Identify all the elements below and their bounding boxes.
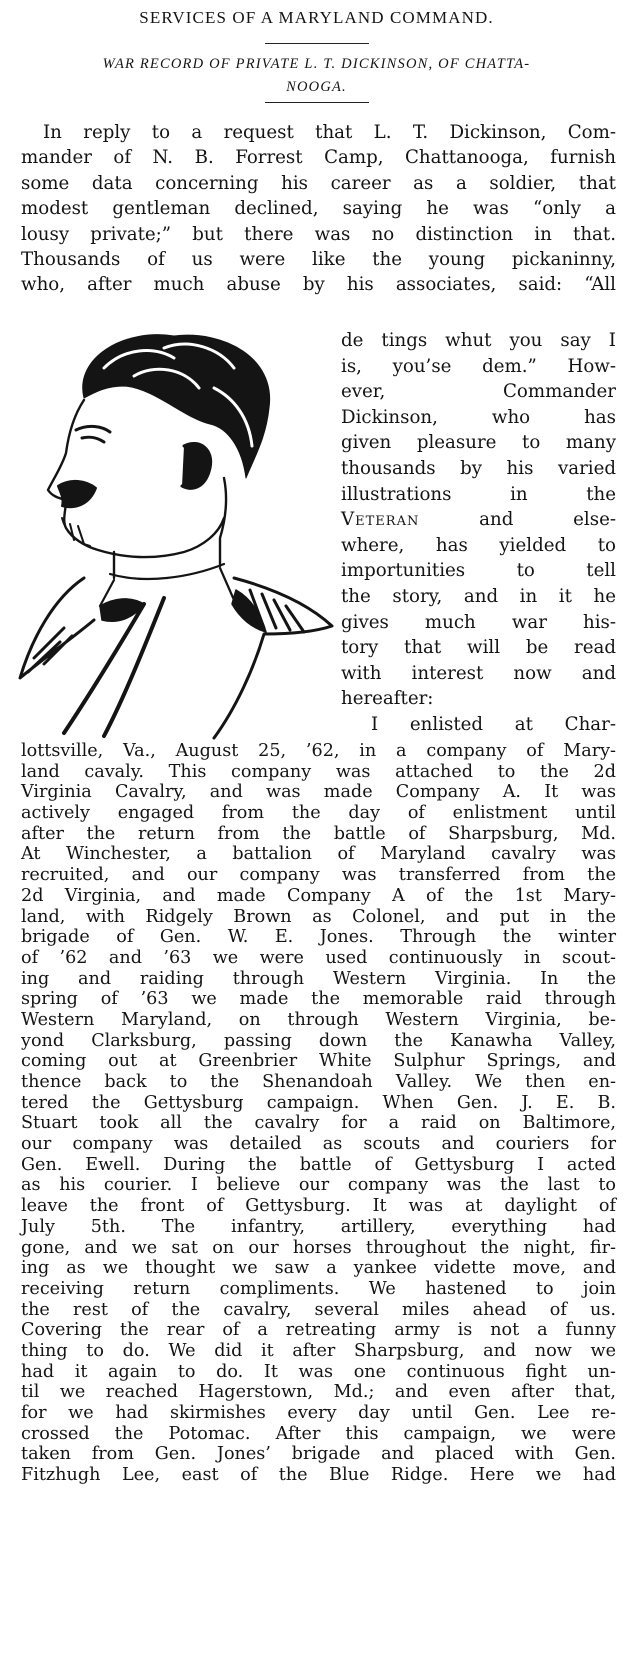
article-headline: SERVICES OF A MARYLAND COMMAND. bbox=[139, 8, 494, 27]
narrative-line: taken from Gen. Jones’ brigade and placed with Gen. bbox=[21, 1444, 616, 1465]
narrative-line: yond Clarksburg, passing down the Kanawha Valley, bbox=[21, 1030, 616, 1051]
narrative-line: actively engaged from the day of enlistment until bbox=[21, 803, 616, 824]
side-line: tory that will be read bbox=[341, 637, 616, 659]
subhead-line: NOOGA. bbox=[286, 79, 347, 95]
narrative-line: land cavaly. This company was attached to the 2d bbox=[21, 761, 616, 782]
narrative-line: lottsville, Va., August 25, ’62, in a company of Mary- bbox=[21, 741, 616, 761]
narrative-paragraph bbox=[21, 741, 616, 1486]
portrait-engraving-icon bbox=[14, 328, 336, 740]
narrative-line: tered the Gettysburg campaign. When Gen. J. E. B. bbox=[21, 1092, 616, 1113]
intro-line: some data concerning his career as a soldier, that bbox=[21, 172, 616, 194]
side-line: where, has yielded to bbox=[341, 534, 616, 556]
side-line: Veteran and else- bbox=[341, 509, 616, 531]
narrative-line: Virginia Cavalry, and was made Company A. It was bbox=[21, 782, 616, 803]
subhead-line: WAR RECORD OF PRIVATE L. T. DICKINSON, OF CHATTA- bbox=[102, 56, 531, 72]
intro-line: modest gentleman declined, saying he was “only a bbox=[21, 198, 616, 220]
side-line: given pleasure to many bbox=[341, 432, 616, 454]
intro-line: who, after much abuse by his associates, said: “All bbox=[21, 274, 616, 296]
intro-line: Thousands of us were like the young pickaninny, bbox=[21, 248, 616, 270]
narrative-line: Covering the rear of a retreating army is not a funny bbox=[21, 1320, 616, 1341]
narrative-line: our company was detailed as scouts and couriers for bbox=[21, 1134, 616, 1155]
narrative-line: ing as we thought we saw a yankee vidette move, and bbox=[21, 1258, 616, 1279]
narrative-line: receiving return compliments. We hastened to join bbox=[21, 1278, 616, 1299]
portrait-ear bbox=[182, 443, 211, 488]
side-line: gives much war his- bbox=[341, 611, 616, 633]
portrait-hair bbox=[83, 335, 270, 478]
side-line: de tings whut you say I bbox=[341, 330, 616, 351]
narrative-line: thence back to the Shenandoah Valley. We then en- bbox=[21, 1072, 616, 1092]
portrait-neck bbox=[114, 478, 226, 578]
narrative-line: brigade of Gen. W. E. Jones. Through the winter bbox=[21, 927, 616, 948]
narrative-line: after the return from the battle of Sharpsburg, Md. bbox=[21, 823, 616, 844]
narrative-line: spring of ’63 we made the memorable raid through bbox=[21, 989, 616, 1010]
portrait-coat-right bbox=[214, 578, 332, 738]
portrait-eye bbox=[76, 426, 110, 442]
narrative-line: as his courier. I believe our company was the last to bbox=[21, 1175, 616, 1196]
side-line: illustrations in the bbox=[341, 483, 616, 505]
narrative-line: crossed the Potomac. After this campaign, we were bbox=[21, 1423, 616, 1444]
narrative-line: Western Maryland, on through Western Virginia, be- bbox=[21, 1009, 616, 1030]
side-line: hereafter: bbox=[341, 688, 434, 710]
portrait-coat-left bbox=[20, 578, 94, 678]
side-line: importunities to tell bbox=[341, 560, 616, 582]
narrative-line: til we reached Hagerstown, Md.; and even after that, bbox=[21, 1382, 616, 1403]
narrative-line: for we had skirmishes every day until Gen. Lee re- bbox=[21, 1403, 616, 1423]
narrative-line: coming out at Greenbrier White Sulphur Springs, and bbox=[21, 1051, 616, 1072]
portrait-chin bbox=[62, 518, 90, 546]
headline-rule bbox=[265, 43, 369, 44]
narrative-line: Gen. Ewell. During the battle of Gettysburg I acted bbox=[21, 1154, 616, 1175]
side-line: Dickinson, who has bbox=[341, 406, 616, 428]
narrative-line: land, with Ridgely Brown as Colonel, and put in the bbox=[21, 906, 616, 927]
narrative-line: leave the front of Gettysburg. It was at daylight of bbox=[21, 1196, 616, 1217]
side-line: ever, Commander bbox=[341, 381, 616, 403]
intro-paragraph bbox=[21, 120, 616, 298]
narrative-line: thing to do. We did it after Sharpsburg, and now we bbox=[21, 1340, 616, 1361]
portrait-coat-shade bbox=[232, 590, 266, 632]
narrative-line: July 5th. The infantry, artillery, everything had bbox=[21, 1216, 616, 1237]
narrative-line: gone, and we sat on our horses throughout the night, fir- bbox=[21, 1237, 616, 1258]
side-line: is, you’se dem.” How- bbox=[341, 355, 616, 377]
narrative-line: 2d Virginia, and made Company A of the 1st Mary- bbox=[21, 885, 616, 906]
narrative-line: of ’62 and ’63 we were used continuously in scout- bbox=[21, 947, 616, 968]
subhead-rule bbox=[265, 102, 369, 103]
article-subhead bbox=[14, 53, 619, 99]
intro-line: mander of N. B. Forrest Camp, Chattanooga, furnish bbox=[21, 147, 616, 169]
narrative-line: recruited, and our company was transferred from the bbox=[21, 865, 616, 886]
narrative-line: Stuart took all the cavalry for a raid on Baltimore, bbox=[21, 1113, 616, 1134]
narrative-line: had it again to do. It was one continuous fight un- bbox=[21, 1361, 616, 1382]
narrative-line: Fitzhugh Lee, east of the Blue Ridge. Here we had bbox=[21, 1465, 616, 1486]
side-line: the story, and in it he bbox=[341, 585, 616, 607]
narrative-line: At Winchester, a battalion of Maryland cavalry was bbox=[21, 844, 616, 865]
side-line: with interest now and bbox=[341, 662, 616, 684]
veteran-small-caps: Veteran bbox=[341, 509, 420, 531]
intro-line: In reply to a request that L. T. Dickinson, Com- bbox=[43, 122, 616, 143]
portrait-mustache bbox=[58, 481, 96, 507]
side-line: I enlisted at Char- bbox=[371, 713, 616, 735]
narrative-line: the rest of the cavalry, several miles ahead of us. bbox=[21, 1299, 616, 1320]
wrapped-column-text bbox=[341, 328, 616, 738]
side-line: thousands by his varied bbox=[341, 457, 616, 479]
intro-line: lousy private;” but there was no distinction in that. bbox=[21, 223, 616, 245]
narrative-line: ing and raiding through Western Virginia. In the bbox=[21, 968, 616, 989]
